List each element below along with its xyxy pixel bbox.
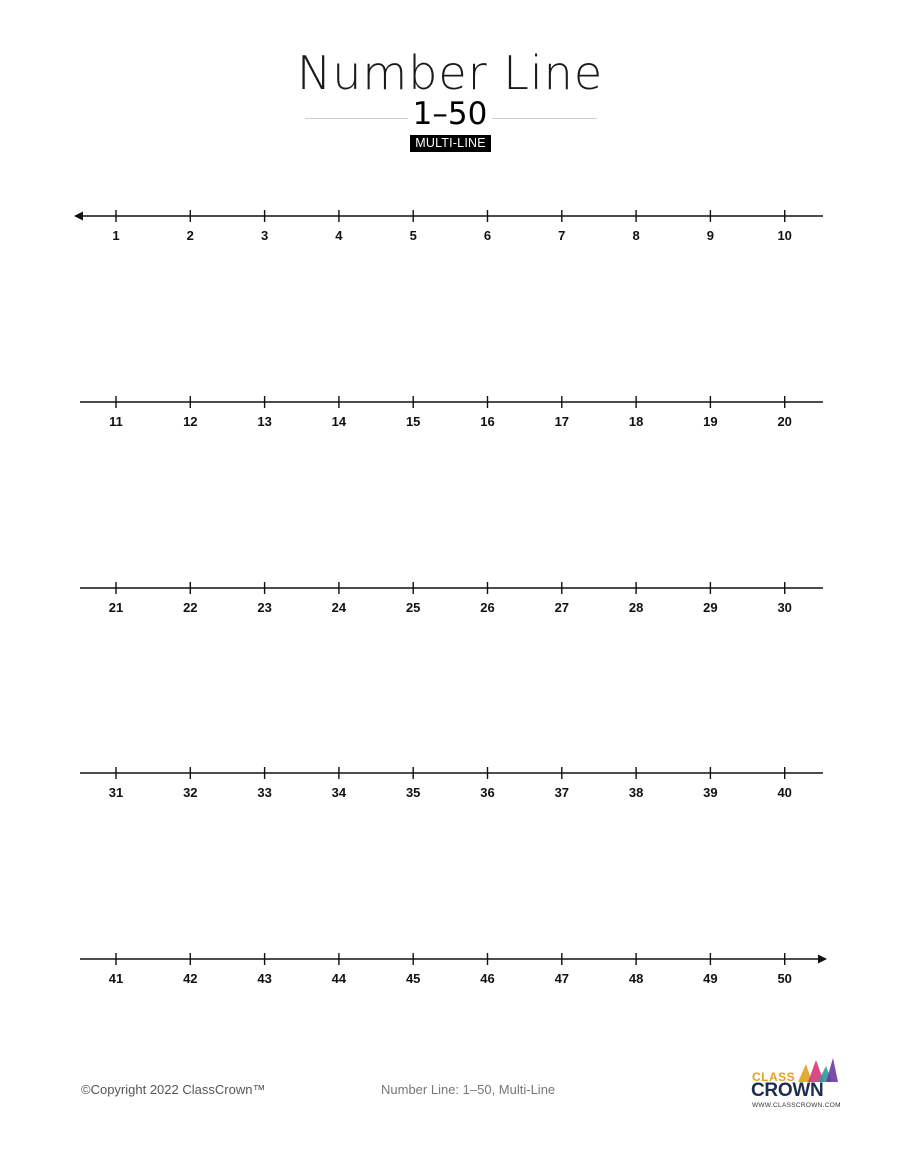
tick-label: 11 <box>109 414 123 429</box>
footer-caption: Number Line: 1–50, Multi-Line <box>381 1082 556 1097</box>
page-title: Number Line <box>296 46 604 100</box>
tick-label: 50 <box>777 971 792 986</box>
tick-label: 19 <box>703 414 718 429</box>
tick-label: 1 <box>112 228 120 243</box>
tick-label: 12 <box>183 414 198 429</box>
tick-label: 15 <box>405 414 421 429</box>
copyright-text: ©Copyright 2022 ClassCrown™ <box>81 1082 266 1097</box>
tick-label: 23 <box>257 600 272 615</box>
classcrown-logo <box>750 1056 845 1116</box>
tick-label: 22 <box>183 600 198 615</box>
tick-label: 39 <box>703 785 718 800</box>
tick-label: 40 <box>777 785 792 800</box>
tick-label: 2 <box>186 228 194 243</box>
multi-line-badge: MULTI-LINE <box>410 135 491 152</box>
tick-label: 9 <box>706 228 715 243</box>
tick-label: 3 <box>260 228 269 243</box>
tick-label: 29 <box>703 600 718 615</box>
tick-label: 25 <box>405 600 421 615</box>
tick-label: 36 <box>480 785 495 800</box>
tick-label: 18 <box>628 414 644 429</box>
tick-label: 8 <box>632 228 640 243</box>
tick-label: 31 <box>108 785 124 800</box>
logo-url: WWW.CLASSCROWN.COM <box>752 1102 841 1109</box>
tick-label: 24 <box>331 600 347 615</box>
tick-label: 49 <box>703 971 718 986</box>
tick-label: 33 <box>257 785 272 800</box>
tick-label: 34 <box>331 785 347 800</box>
tick-label: 13 <box>257 414 272 429</box>
tick-label: 5 <box>409 228 417 243</box>
tick-label: 27 <box>554 600 570 615</box>
tick-label: 7 <box>558 228 566 243</box>
tick-label: 17 <box>554 414 570 429</box>
tick-label: 10 <box>777 228 792 243</box>
tick-label: 21 <box>108 600 124 615</box>
tick-label: 6 <box>483 228 492 243</box>
left-arrow-icon <box>74 212 83 221</box>
tick-label: 48 <box>628 971 644 986</box>
tick-label: 43 <box>257 971 272 986</box>
tick-label: 41 <box>108 971 124 986</box>
tick-label: 20 <box>777 414 792 429</box>
range-subtitle: 1–50 <box>412 96 488 132</box>
tick-label: 44 <box>331 971 347 986</box>
right-arrow-icon <box>818 955 827 964</box>
tick-label: 35 <box>405 785 421 800</box>
tick-label: 46 <box>480 971 495 986</box>
tick-label: 42 <box>183 971 198 986</box>
logo-word-crown: CROWN <box>751 1080 824 1101</box>
tick-label: 47 <box>554 971 570 986</box>
tick-label: 16 <box>480 414 495 429</box>
logo-word-class: CLASS <box>752 1070 796 1084</box>
tick-label: 38 <box>628 785 644 800</box>
tick-label: 28 <box>628 600 644 615</box>
tick-label: 4 <box>335 228 343 243</box>
tick-label: 37 <box>554 785 570 800</box>
tick-label: 30 <box>777 600 792 615</box>
tick-label: 14 <box>331 414 347 429</box>
tick-label: 32 <box>183 785 198 800</box>
tick-label: 45 <box>405 971 421 986</box>
tick-label: 26 <box>480 600 495 615</box>
